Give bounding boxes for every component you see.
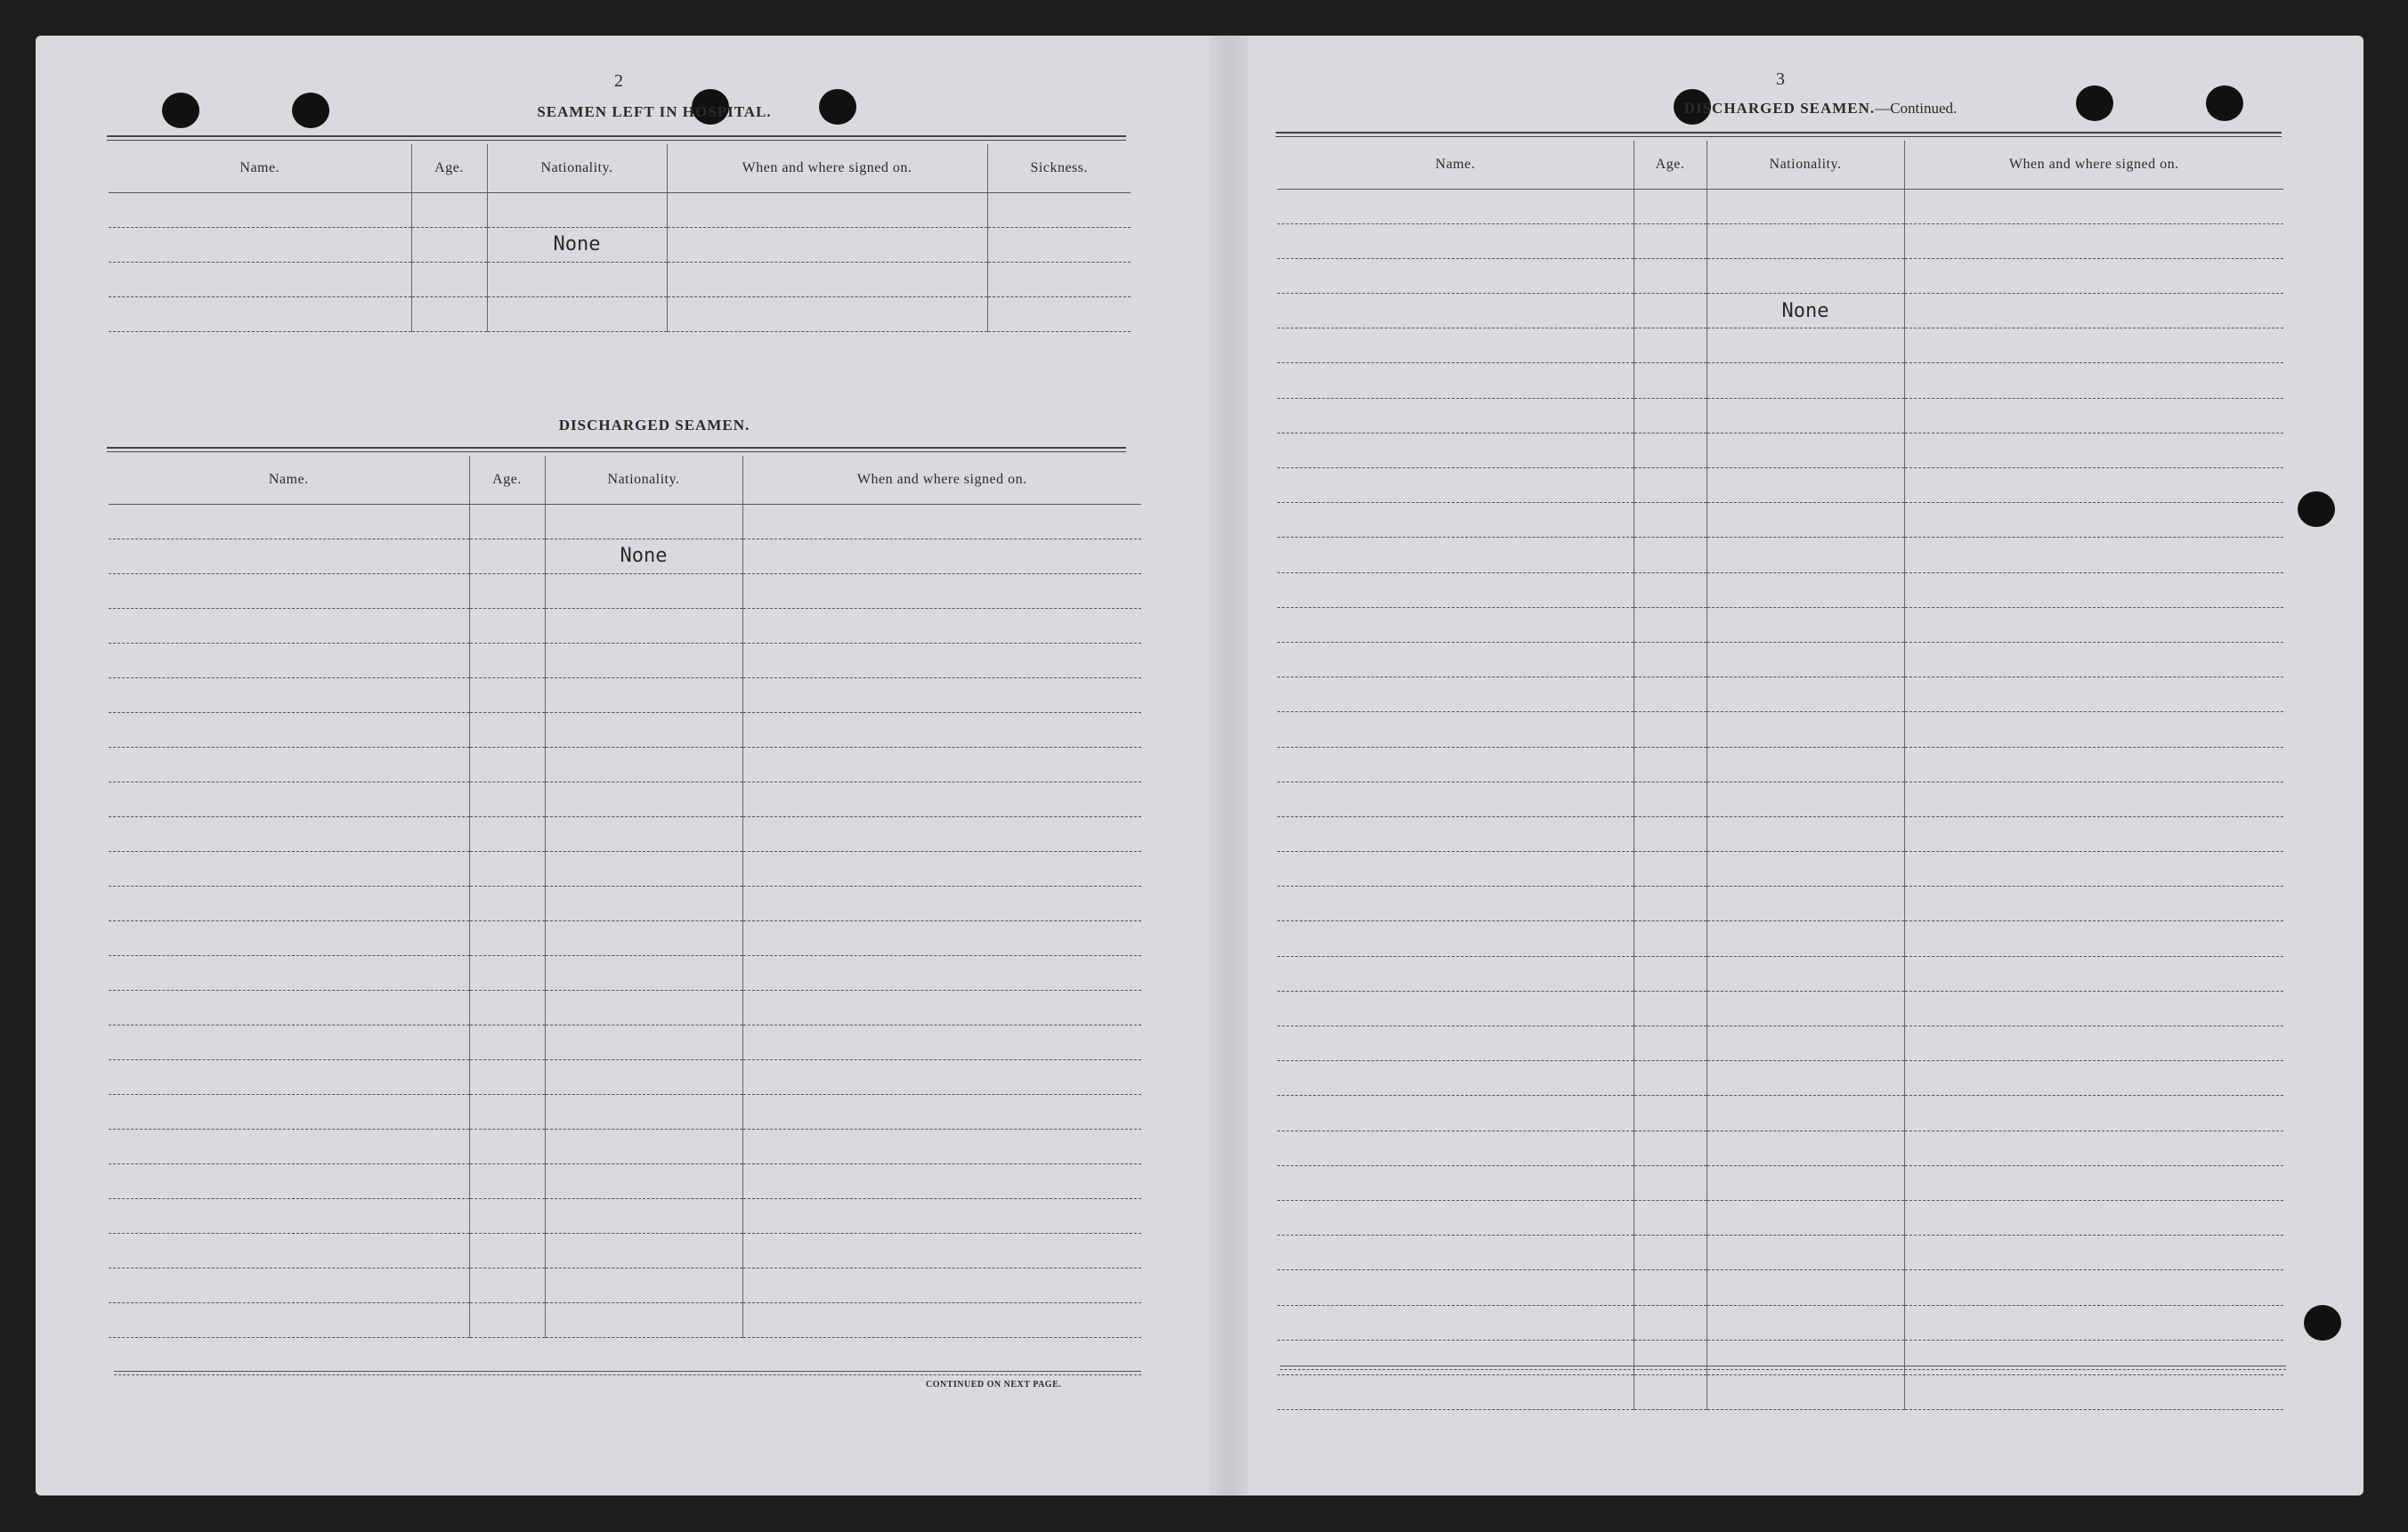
table-row: [109, 1233, 1141, 1268]
table-row: [109, 1302, 1141, 1337]
page-number-right: 3: [1776, 69, 1785, 89]
page-number-left: 2: [614, 71, 623, 91]
table-row: [1277, 433, 2283, 467]
table-bottom-rule: [1280, 1366, 2286, 1370]
table-row: [109, 608, 1141, 643]
column-header-nationality: Nationality.: [487, 144, 667, 192]
punch-hole: [2304, 1305, 2341, 1341]
discharged-section-title: DISCHARGED SEAMEN.: [558, 417, 750, 434]
discharged-continued-title: [1496, 100, 2145, 118]
section-title-text: DISCHARGED SEAMEN.: [1683, 100, 1876, 117]
table-row: [109, 227, 1131, 262]
table-row: [109, 677, 1141, 712]
punch-hole: [2298, 491, 2335, 527]
table-row: [1277, 1096, 2283, 1131]
table-row: [109, 504, 1141, 539]
table-row: [109, 886, 1141, 920]
hospital-table: [109, 144, 1131, 332]
table-row: [1277, 1061, 2283, 1096]
entry-none: None: [545, 539, 742, 573]
table-row: [109, 1129, 1141, 1163]
table-row: [1277, 1026, 2283, 1061]
column-header-nationality: Nationality.: [545, 456, 742, 504]
table-row: [109, 296, 1131, 331]
column-header-name: Name.: [109, 144, 411, 192]
table-row: [1277, 328, 2283, 363]
table-row: [1277, 607, 2283, 642]
table-row: [1277, 1200, 2283, 1235]
table-row: [1277, 677, 2283, 712]
table-row: [109, 782, 1141, 816]
table-row: [1277, 887, 2283, 921]
column-header-name: Name.: [1277, 141, 1634, 189]
table-row: [1277, 1165, 2283, 1200]
table-row: [1277, 538, 2283, 572]
table-row: [1277, 747, 2283, 782]
entry-none: None: [1707, 294, 1904, 328]
table-row: [109, 1094, 1141, 1129]
column-header-signed-on: When and where signed on.: [1904, 141, 2283, 189]
punch-hole: [2206, 85, 2243, 121]
table-row: [109, 990, 1141, 1025]
table-row: [109, 920, 1141, 955]
table-bottom-rule: [114, 1371, 1141, 1375]
table-row: [1277, 816, 2283, 851]
column-header-sickness: Sickness.: [987, 144, 1131, 192]
hospital-section-title: SEAMEN LEFT IN HOSPITAL.: [537, 103, 772, 120]
entry-none: None: [487, 227, 667, 262]
table-row: [1277, 503, 2283, 538]
punch-hole: [292, 93, 329, 128]
column-header-age: Age.: [411, 144, 487, 192]
table-row: [109, 1268, 1141, 1302]
table-row: [1277, 1236, 2283, 1270]
discharged-table-right: [1277, 141, 2283, 1410]
table-row: [1277, 991, 2283, 1025]
table-row: [1277, 398, 2283, 433]
table-row: [109, 262, 1131, 296]
column-header-age: Age.: [469, 456, 545, 504]
table-row: [1277, 852, 2283, 887]
column-header-nationality: Nationality.: [1707, 141, 1904, 189]
continued-note: CONTINUED ON NEXT PAGE.: [926, 1380, 1062, 1390]
table-row: [1277, 258, 2283, 293]
column-header-signed-on: When and where signed on.: [742, 456, 1141, 504]
column-header-name: Name.: [109, 456, 469, 504]
table-row: [109, 573, 1141, 608]
table-row: [1277, 1374, 2283, 1409]
table-row: [1277, 642, 2283, 677]
title-double-rule: [1276, 132, 2282, 137]
title-double-rule: [107, 135, 1126, 141]
table-row: [109, 1059, 1141, 1094]
table-row: [109, 643, 1141, 677]
table-row: [109, 712, 1141, 747]
table-row: [109, 1025, 1141, 1059]
table-row: [109, 851, 1141, 886]
center-fold: [1209, 36, 1248, 1496]
table-row: [109, 1198, 1141, 1233]
table-row: [109, 1163, 1141, 1198]
table-row: [109, 192, 1131, 227]
table-row: [1277, 363, 2283, 398]
table-row: [1277, 712, 2283, 747]
column-header-age: Age.: [1634, 141, 1707, 189]
table-row: [1277, 921, 2283, 956]
table-row: [1277, 956, 2283, 991]
discharged-table-left: [109, 456, 1141, 1338]
title-double-rule: [107, 447, 1126, 452]
table-row: [1277, 572, 2283, 607]
table-row: [109, 539, 1141, 573]
table-row: [109, 816, 1141, 851]
column-header-signed-on: When and where signed on.: [667, 144, 987, 192]
table-row: [109, 747, 1141, 782]
table-row: [1277, 294, 2283, 328]
table-row: [1277, 1305, 2283, 1340]
table-row: [1277, 223, 2283, 258]
punch-hole: [162, 93, 199, 128]
table-row: [1277, 468, 2283, 503]
table-row: [1277, 782, 2283, 816]
table-row: [1277, 189, 2283, 223]
table-row: [1277, 1270, 2283, 1305]
ledger-sheet: [36, 36, 2363, 1496]
table-row: [109, 955, 1141, 990]
table-row: [1277, 1131, 2283, 1165]
section-title-suffix: —Continued.: [1875, 100, 1958, 117]
